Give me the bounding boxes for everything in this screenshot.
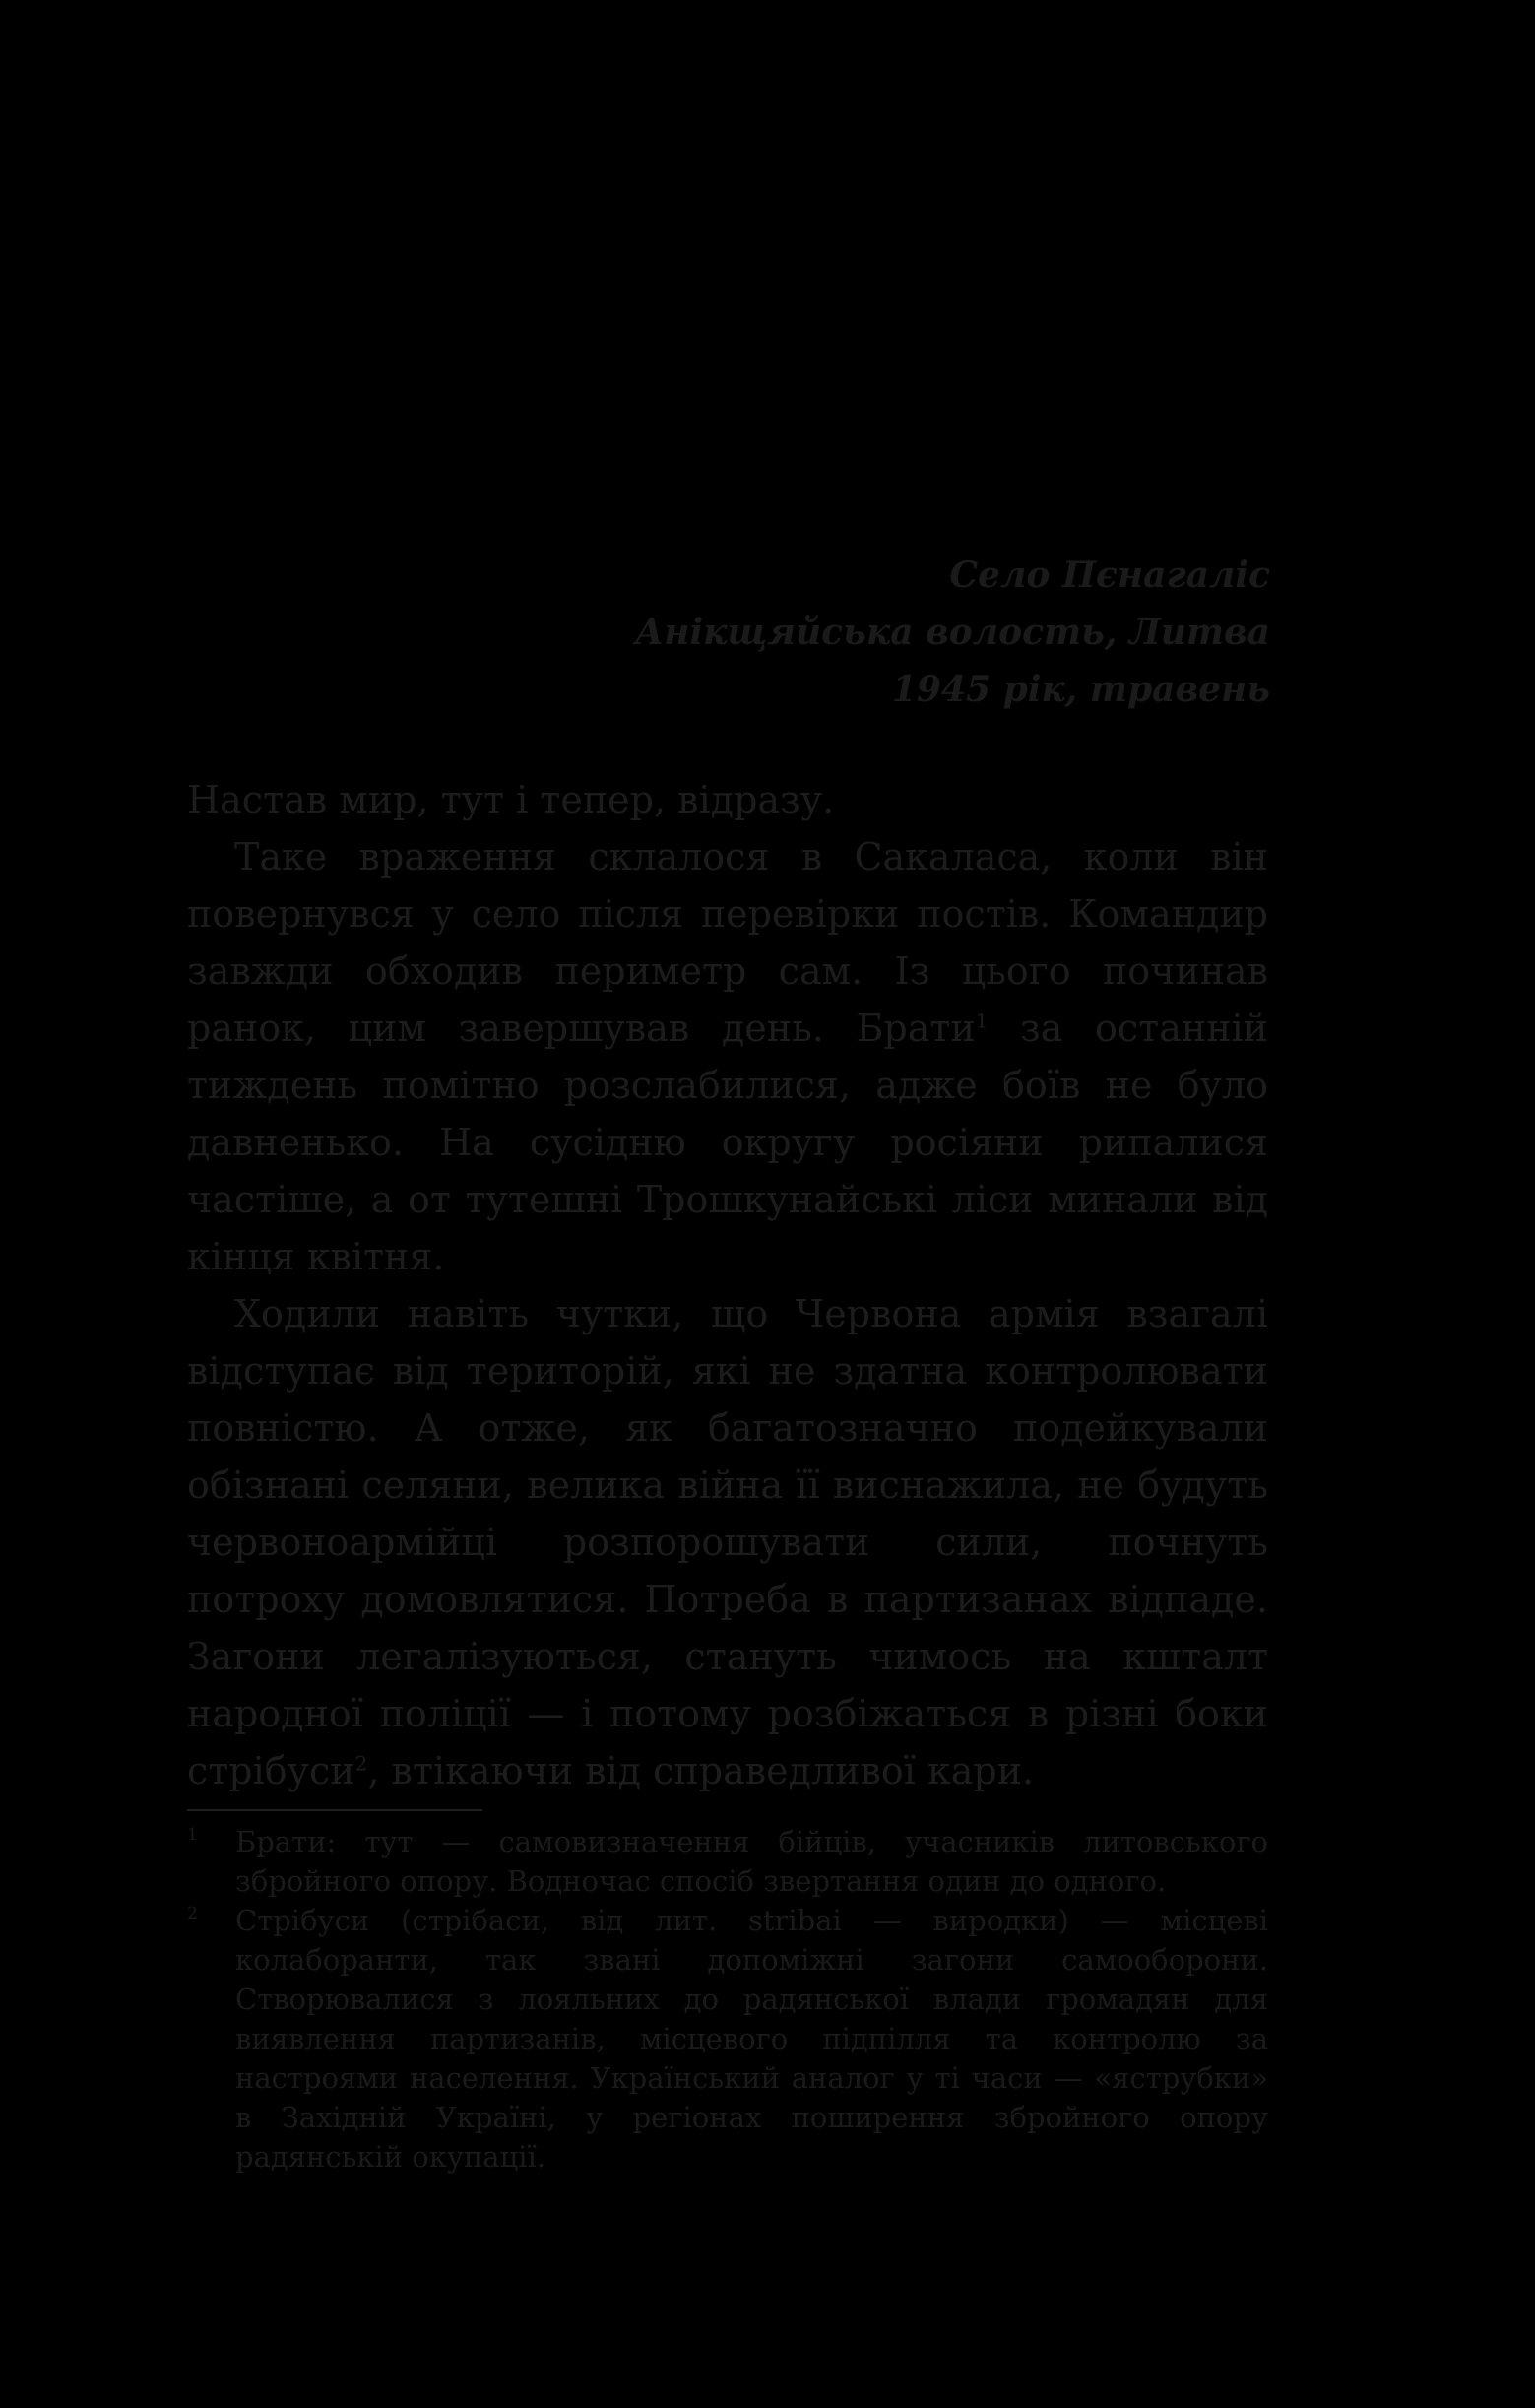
paragraph-3-part-a: Ходили навіть чутки, що Червона армія взагалі відступає від територій, які не здатна контролювати повністю. А отже, як багатозначно подейкували обізнані селяни, велика війна її виснажила, не будуть червоноармійці розпорошувати сили, почнуть потроху домовлятися. Потреба в партизанах відпаде. Загони легалізуються, стануть чимось на кшталт народної поліції — і потому розбіжаться в різні боки стрібуси [187,1292,1268,1792]
epigraph-date: 1945 рік, травень [891,669,1270,710]
paragraph-2-part-a: Таке враження склалося в Сакаласа, коли він повернувся у село після перевірки постів. Командир завжди обходив периметр сам. Із цього починав ранок, цим завершував день. Брати [187,835,1268,1050]
paragraph-2-part-b: за останній тиждень помітно розслабилися, адже боїв не було давненько. На сусідню округу росіяни рипалися частіше, а от тутешні Трошкунайські ліси минали від кінця квітня. [187,1007,1268,1278]
paragraph-3-part-b: , втікаючи від справедливої кари. [367,1749,1035,1792]
footnote-text: Брати: тут — самовизначення бійців, учасників литовського збройного опору. Водночас спосіб звертання один до одного. [235,1825,1268,1898]
footnote-2 [187,1901,1268,2177]
footnotes [187,1822,1268,2177]
footnote-number: 2 [187,1904,198,1923]
paragraph-3 [187,1285,1268,1799]
paragraph-2 [187,828,1268,1285]
epigraph [187,547,1270,718]
footnote-text: Стрібуси (стрібаси, від лит. stribai — виродки) — місцеві колаборанти, так звані допоміжні загони самооборони. Створювалися з лояльних до радянської влади громадян для виявлення партизанів, місцевого підпілля та контролю за настроями населення. Український аналог у ті часи — «яструбки» в Західній Україні, у регіонах поширення збройного опору радянській окупації. [235,1904,1268,2174]
footnote-ref-1[interactable]: 1 [975,1009,989,1033]
footnote-divider [187,1809,482,1811]
footnote-ref-2[interactable]: 2 [354,1751,368,1776]
footnote-number: 1 [187,1825,198,1845]
epigraph-place: Село Пєнагаліс [949,554,1270,596]
paragraph-1: Настав мир, тут і тепер, відразу. [187,778,835,821]
footnote-1 [187,1822,1268,1901]
main-text [187,771,1268,1799]
epigraph-region: Анікщяйська волость, Литва [634,612,1270,653]
